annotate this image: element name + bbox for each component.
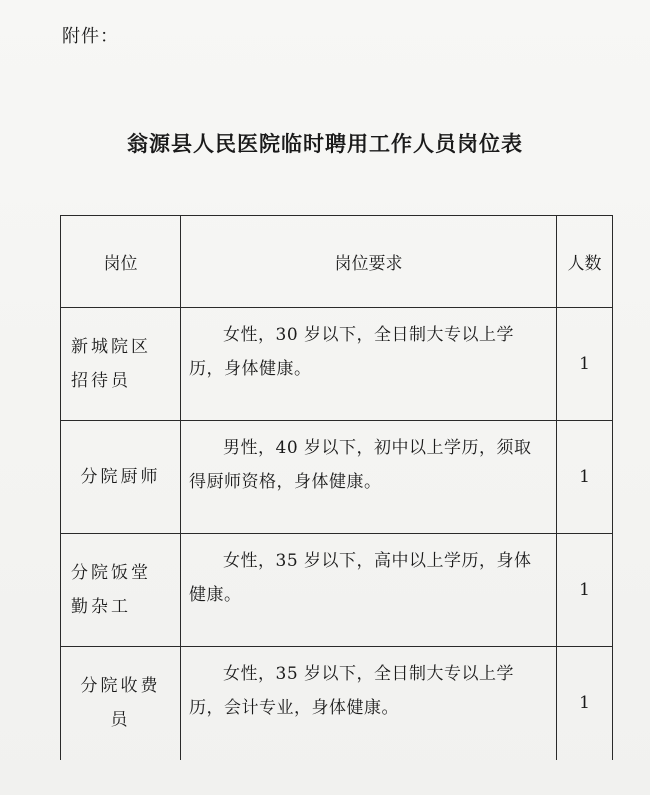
table-header-row bbox=[61, 216, 613, 308]
column-header-count: 人数 bbox=[557, 216, 613, 308]
count-cell: 1 bbox=[557, 308, 613, 421]
table-row bbox=[61, 534, 613, 647]
requirements-text: 男性，40 岁以下，初中以上学历，须取得厨师资格，身体健康。 bbox=[189, 438, 532, 492]
column-header-requirements: 岗位要求 bbox=[181, 216, 557, 308]
table-row bbox=[61, 421, 613, 534]
attachment-label: 附件： bbox=[62, 26, 119, 47]
position-cell: 分院饭堂勤杂工 bbox=[61, 534, 181, 647]
count-cell: 1 bbox=[557, 421, 613, 534]
position-cell: 分院收费员 bbox=[61, 647, 181, 760]
requirements-cell bbox=[181, 421, 557, 534]
requirements-cell bbox=[181, 534, 557, 647]
count-cell: 1 bbox=[557, 647, 613, 760]
column-header-position: 岗位 bbox=[61, 216, 181, 308]
table-row bbox=[61, 308, 613, 421]
requirements-text: 女性，35 岁以下，全日制大专以上学历，会计专业，身体健康。 bbox=[189, 664, 515, 718]
position-cell: 分院厨师 bbox=[61, 421, 181, 534]
requirements-cell bbox=[181, 647, 557, 760]
requirements-text: 女性，35 岁以下，高中以上学历，身体健康。 bbox=[189, 551, 532, 605]
position-cell: 新城院区招待员 bbox=[61, 308, 181, 421]
document-title: 翁源县人民医院临时聘用工作人员岗位表 bbox=[127, 131, 523, 156]
requirements-cell bbox=[181, 308, 557, 421]
positions-table bbox=[60, 215, 613, 760]
count-cell: 1 bbox=[557, 534, 613, 647]
table-row bbox=[61, 647, 613, 760]
requirements-text: 女性，30 岁以下，全日制大专以上学历，身体健康。 bbox=[189, 325, 515, 379]
